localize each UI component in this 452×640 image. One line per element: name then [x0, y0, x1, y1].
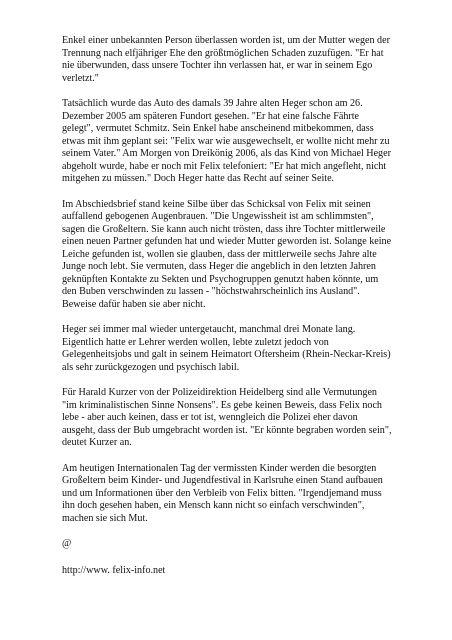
paragraph-2: Tatsächlich wurde das Auto des damals 39 Jahre alten Heger schon am 26. Dezember 2005 am späteren Fundort gesehen. "Er hat eine falsche Fährte gelegt", vermutet Schmitz. Sein Enkel habe anscheinend mitbekommen, dass etwas mit ihm geplant sei: "Felix war wie ausgewechselt, er wollte nicht mehr zu seinem Vater." Am Morgen von Dreikönig 2006, als das Kind von Michael Heger abgeholt wurde, habe er noch mit Felix telefoniert: "Er hat mich angefleht, nicht mitgehen zu müssen." Doch Heger hatte das Recht auf seiner Seite.	[62, 98, 391, 184]
paragraph-6: Am heutigen Internationalen Tag der vermissten Kinder werden die besorgten Großeltern beim Kinder- und Jugendfestival in Karlsruhe einen Stand aufbauen und um Informationen über den Verbleib von Felix bitten. "Irgendjemand muss ihn doch gesehen haben, ein Mensch kann nicht so einfach verschwinden", machen sie sich Mut.	[62, 462, 383, 524]
paragraph-4: Heger sei immer mal wieder untergetaucht, manchmal drei Monate lang. Eigentlich hatte er Lehrer werden wollen, lebte zuletzt jedoch von Gelegenheitsjobs und galt in seinem Heimatort Oftersheim (Rhein-Neckar-Kreis) als sehr zurückgezogen und psychisch labil.	[62, 324, 391, 373]
paragraph-3: Im Abschiedsbrief stand keine Silbe über das Schicksal von Felix mit seinen auffallend gebogenen Augenbrauen. "Die Ungewissheit ist am schlimmsten", sagen die Großeltern. Sie kann auch nicht trösten, dass ihre Tochter mittlerweile einen neuen Partner gefunden hat und wieder Mutter geworden ist. Solange keine Leiche gefunden ist, wollen sie glauben, dass der mittlerweile sechs Jahre alte Junge noch lebt. Sie vermuten, dass Heger die angeblich in den letzten Jahren geknüpften Kontakte zu Sekten und Psychogruppen genutzt haben könnte, um den Buben verschwinden zu lassen - "höchstwahrscheinlich ins Ausland". Beweise dafür haben sie aber nicht.	[62, 198, 392, 310]
article-body	[62, 35, 392, 577]
website-link[interactable]: http://www. felix-info.net	[62, 564, 166, 576]
at-sign: @	[62, 538, 72, 549]
paragraph-5: Für Harald Kurzer von der Polizeidirektion Heidelberg sind alle Vermutungen "im kriminalistischen Sinne Nonsens". Es gebe keinen Beweis, dass Felix noch lebe - aber auch keinen, dass er tot ist, wenngleich die Polizei eher davon ausgeht, dass der Bub umgebracht worden ist. "Er könnte begraben worden sein", deutet Kurzer an.	[62, 387, 392, 448]
paragraph-1: Enkel einer unbekannten Person überlassen worden ist, um der Mutter wegen der Trennung nach elfjähriger Ehe den größtmöglichen Schaden zuzufügen. "Er hat nie überwunden, dass unsere Tochter ihn verlassen hat, er war in seinem Ego verletzt."	[62, 35, 390, 84]
